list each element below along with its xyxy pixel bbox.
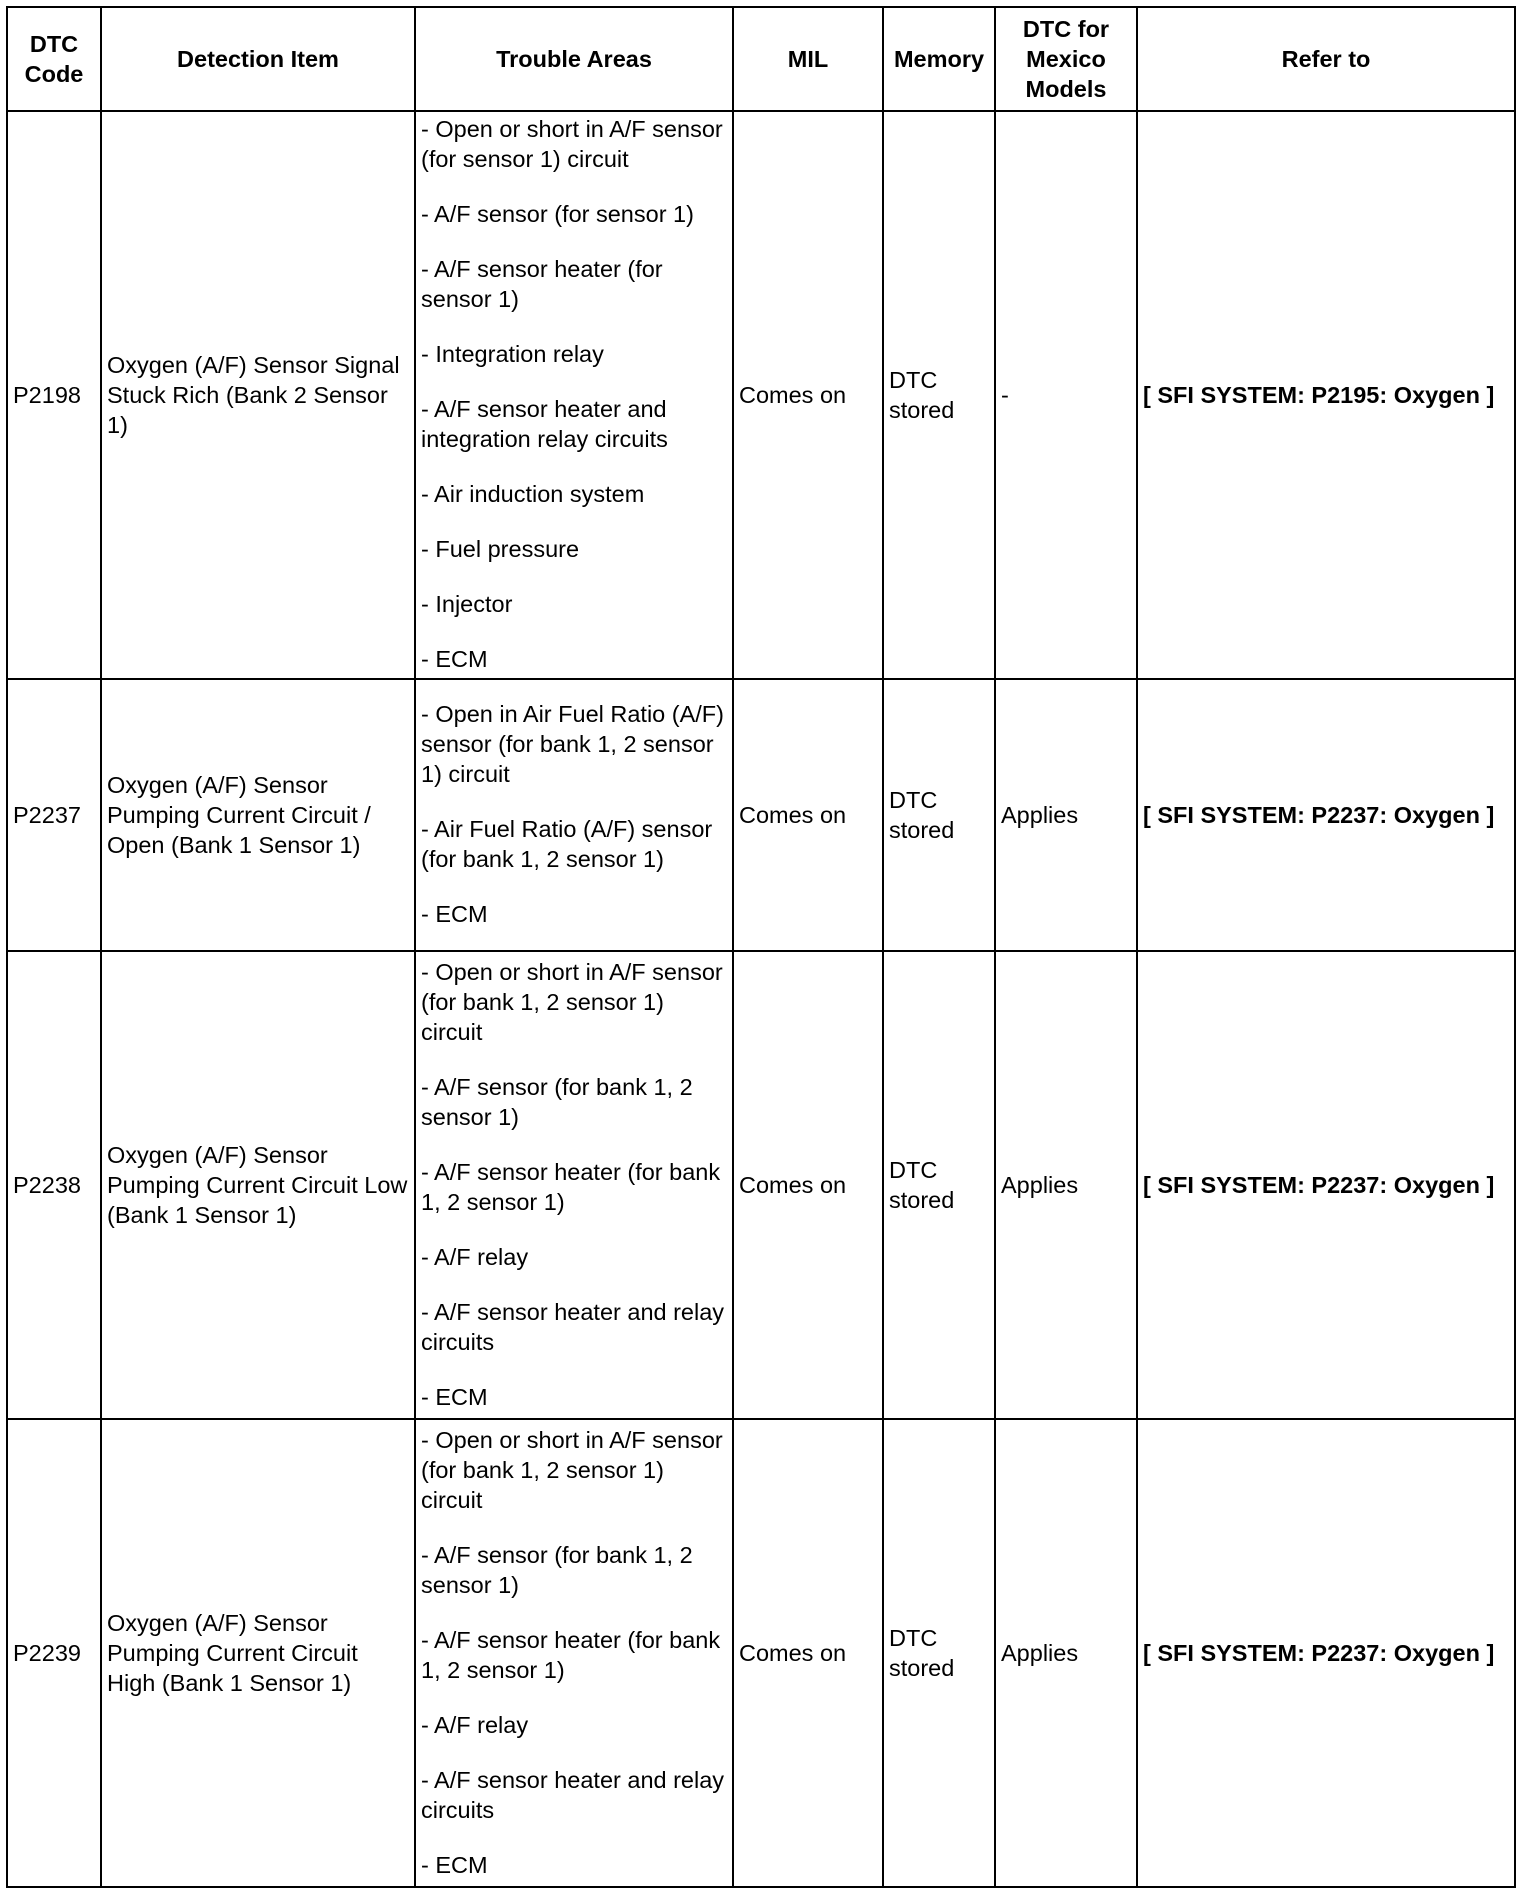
memory-status: DTC stored [883,951,995,1419]
trouble-areas [415,1419,733,1887]
dtc-code: P2237 [7,679,101,951]
detection-item: Oxygen (A/F) Sensor Pumping Current Circuit Low (Bank 1 Sensor 1) [101,951,415,1419]
trouble-areas [415,111,733,679]
detection-item: Oxygen (A/F) Sensor Pumping Current Circuit / Open (Bank 1 Sensor 1) [101,679,415,951]
header-detection-item: Detection Item [101,7,415,111]
trouble-area-item: - A/F sensor heater (for sensor 1) [421,256,663,312]
mil-status: Comes on [733,1419,883,1887]
mexico-models: Applies [995,951,1137,1419]
table-row [7,679,1515,951]
header-trouble-areas: Trouble Areas [415,7,733,111]
header-row [7,7,1515,111]
trouble-area-item: - ECM [421,646,488,672]
trouble-area-item: - A/F relay [421,1711,529,1738]
table-row [7,1419,1515,1887]
dtc-code: P2239 [7,1419,101,1887]
trouble-area-item: - ECM [421,901,488,927]
mexico-models: Applies [995,1419,1137,1887]
trouble-area-item: - Air Fuel Ratio (A/F) sensor (for bank 1, 2 sensor 1) [421,816,713,872]
trouble-areas [415,951,733,1419]
trouble-area-item: - ECM [421,1851,488,1878]
mil-status: Comes on [733,679,883,951]
header-refer-to: Refer to [1137,7,1515,111]
trouble-area-item: - A/F sensor (for bank 1, 2 sensor 1) [421,1073,693,1130]
trouble-area-item: - Injector [421,591,513,617]
trouble-areas [415,679,733,951]
trouble-area-item: - Open or short in A/F sensor (for bank 1, 2 sensor 1) circuit [421,1426,723,1513]
refer-to-link[interactable]: [ SFI SYSTEM: P2237: Oxygen ] [1137,951,1515,1419]
memory-status: DTC stored [883,111,995,679]
mexico-models: Applies [995,679,1137,951]
detection-item: Oxygen (A/F) Sensor Signal Stuck Rich (Bank 2 Sensor 1) [101,111,415,679]
header-mexico-models: DTC for Mexico Models [995,7,1137,111]
mil-status: Comes on [733,111,883,679]
mil-status: Comes on [733,951,883,1419]
trouble-area-item: - A/F sensor heater (for bank 1, 2 sensor 1) [421,1158,721,1215]
memory-status: DTC stored [883,1419,995,1887]
refer-to-link[interactable]: [ SFI SYSTEM: P2237: Oxygen ] [1137,1419,1515,1887]
trouble-area-item: - A/F sensor (for sensor 1) [421,201,694,227]
trouble-area-item: - A/F relay [421,1243,529,1270]
trouble-area-item: - A/F sensor heater and relay circuits [421,1298,725,1355]
trouble-area-item: - Fuel pressure [421,536,580,562]
trouble-area-item: - ECM [421,1383,488,1410]
trouble-area-item: - Open or short in A/F sensor (for sensor 1) circuit [421,116,723,172]
memory-status: DTC stored [883,679,995,951]
detection-item: Oxygen (A/F) Sensor Pumping Current Circuit High (Bank 1 Sensor 1) [101,1419,415,1887]
mexico-models: - [995,111,1137,679]
trouble-area-item: - Integration relay [421,341,604,367]
header-dtc-code: DTC Code [7,7,101,111]
header-memory: Memory [883,7,995,111]
trouble-area-item: - A/F sensor heater and integration relay circuits [421,396,668,452]
dtc-code: P2198 [7,111,101,679]
dtc-table [6,6,1516,1888]
trouble-area-item: - A/F sensor heater and relay circuits [421,1766,725,1823]
dtc-code: P2238 [7,951,101,1419]
trouble-area-item: - Air induction system [421,481,645,507]
refer-to-link[interactable]: [ SFI SYSTEM: P2237: Oxygen ] [1137,679,1515,951]
header-mil: MIL [733,7,883,111]
trouble-area-item: - Open or short in A/F sensor (for bank 1, 2 sensor 1) circuit [421,958,723,1045]
trouble-area-item: - A/F sensor heater (for bank 1, 2 sensor 1) [421,1626,721,1683]
table-row [7,951,1515,1419]
refer-to-link[interactable]: [ SFI SYSTEM: P2195: Oxygen ] [1137,111,1515,679]
table-row [7,111,1515,679]
trouble-area-item: - Open in Air Fuel Ratio (A/F) sensor (for bank 1, 2 sensor 1) circuit [421,701,724,787]
trouble-area-item: - A/F sensor (for bank 1, 2 sensor 1) [421,1541,693,1598]
